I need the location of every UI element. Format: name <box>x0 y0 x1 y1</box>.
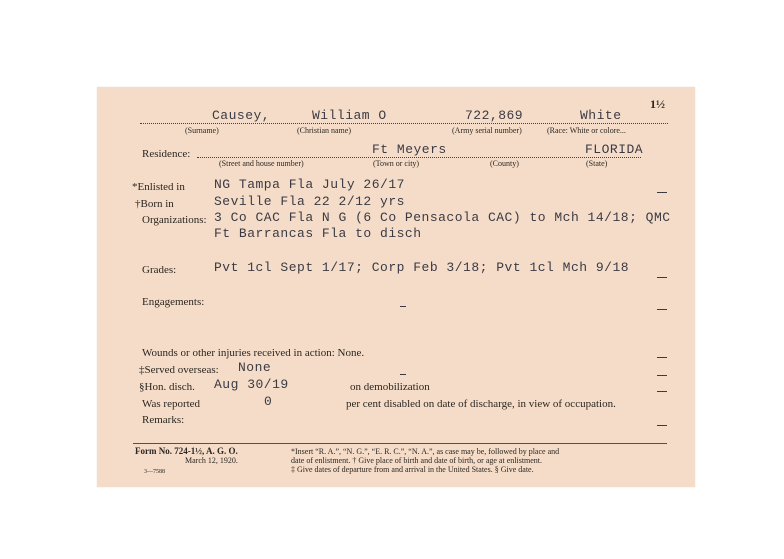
grades-value: Pvt 1cl Sept 1/17; Corp Feb 3/18; Pvt 1cl Mch 9/18 <box>214 260 630 275</box>
grades-end-dash <box>657 277 667 278</box>
engagements-label: Engagements: <box>142 296 205 308</box>
surname-value: Causey, <box>212 108 271 123</box>
overseas-mid-dash <box>400 374 406 375</box>
engagements-mid-dash <box>400 306 406 307</box>
wounds-end-dash <box>657 357 667 358</box>
overseas-end-dash <box>657 375 667 376</box>
residence-label: Residence: <box>142 148 191 160</box>
enlisted-value: NG Tampa Fla July 26/17 <box>214 177 405 192</box>
card-number: 1½ <box>650 97 665 111</box>
born-value: Seville Fla 22 2/12 yrs <box>214 194 405 209</box>
reported-value: 0 <box>264 394 273 409</box>
form-code: 3—7588 <box>144 469 165 475</box>
form-number: Form No. 724-1½, A. G. O. <box>135 446 238 456</box>
organizations-line1: 3 Co CAC Fla N G (6 Co Pensacola CAC) to Mch 14/18; QMC <box>214 210 671 225</box>
hon-disch-suffix: on demobilization <box>350 381 430 393</box>
reported-suffix: per cent disabled on date of discharge, in view of occupation. <box>346 398 616 410</box>
town-caption: (Town or city) <box>373 159 420 168</box>
race-value: White <box>580 108 622 123</box>
residence-state-value: FLORIDA <box>585 142 644 157</box>
served-overseas-value: None <box>238 360 272 375</box>
hon-disch-end-dash <box>657 391 667 392</box>
grades-label: Grades: <box>142 264 177 276</box>
remarks-label: Remarks: <box>142 414 185 426</box>
reported-label: Was reported <box>142 398 201 410</box>
name-line <box>140 123 668 124</box>
surname-caption: (Surname) <box>185 126 219 135</box>
state-caption: (State) <box>586 159 608 168</box>
service-record-card <box>97 87 695 487</box>
race-caption: (Race: White or colore... <box>547 126 626 135</box>
christian-name-caption: (Christian name) <box>297 126 351 135</box>
footer-divider <box>133 443 667 444</box>
hon-disch-label: §Hon. disch. <box>139 381 195 393</box>
wounds-label: Wounds or other injuries received in action: None. <box>142 347 365 359</box>
christian-name-value: William O <box>312 108 387 123</box>
born-end-dash <box>657 192 667 193</box>
served-overseas-label: ‡Served overseas: <box>139 364 219 376</box>
footer-note-3: ‡ Give dates of departure from and arrival in the United States. § Give date. <box>291 465 534 474</box>
engagements-end-dash <box>657 309 667 310</box>
enlisted-label: *Enlisted in <box>132 181 185 193</box>
born-label: †Born in <box>135 198 174 210</box>
form-date: March 12, 1920. <box>185 456 238 465</box>
serial-number-caption: (Army serial number) <box>452 126 522 135</box>
organizations-line2: Ft Barrancas Fla to disch <box>214 226 422 241</box>
residence-line <box>197 157 641 158</box>
footer-note-1: *Insert “R. A.”, “N. G.”, “E. R. C.”, “N. A.”, as case may be, followed by place and <box>291 447 560 456</box>
remarks-end-dash <box>657 425 667 426</box>
footer-note-2: date of enlistment. † Give place of birth and date of birth, or age at enlistment. <box>291 456 543 465</box>
hon-disch-value: Aug 30/19 <box>214 377 289 392</box>
street-caption: (Street and house number) <box>219 159 304 168</box>
residence-town-value: Ft Meyers <box>372 142 447 157</box>
serial-number-value: 722,869 <box>465 108 524 123</box>
organizations-label: Organizations: <box>142 214 207 226</box>
county-caption: (County) <box>490 159 519 168</box>
